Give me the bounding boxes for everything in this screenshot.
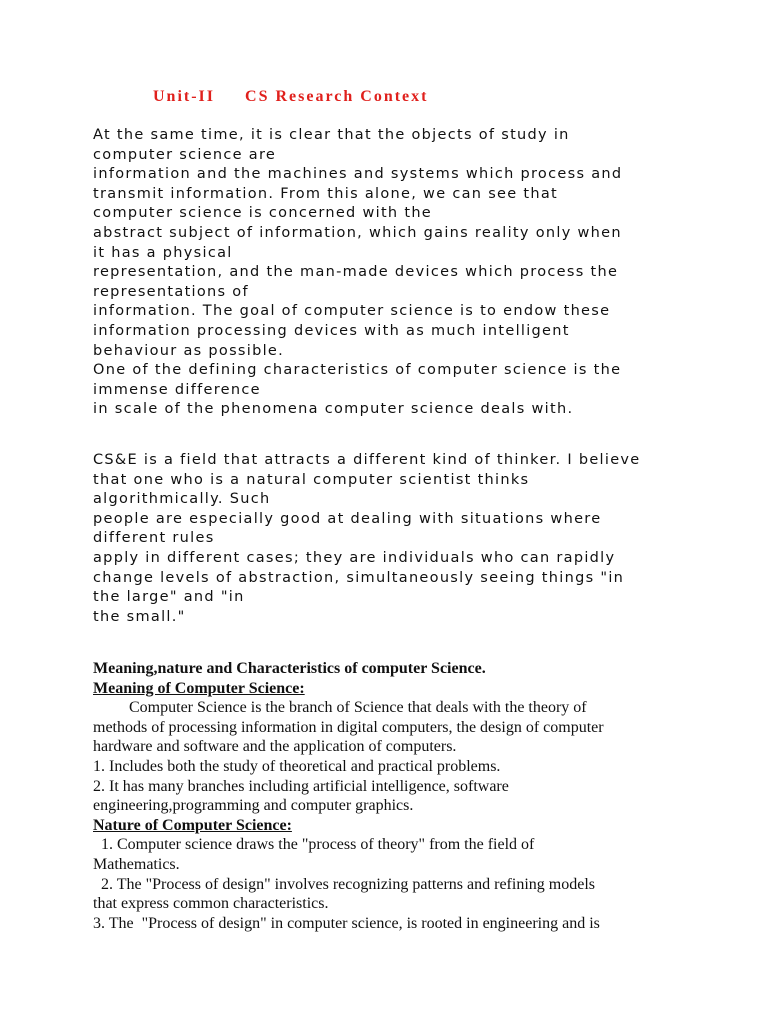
text-line: transmit information. From this alone, we can see that [93,185,559,202]
text-line: in scale of the phenomena computer science deals with. [93,401,574,418]
text-line: it has a physical [93,244,233,261]
nature-heading: Nature of Computer Science: [93,816,292,834]
section-heading: Meaning,nature and Characteristics of computer Science. [93,660,486,677]
text-line: CS&E is a field that attracts a different kind of thinker. I believe [93,452,641,468]
text-line: immense difference [93,381,261,398]
text-line: change levels of abstraction, simultaneously seeing things "in [93,569,625,586]
text-line: information processing devices with as much intelligent [93,322,570,339]
text-line: people are especially good at dealing with situations where [93,510,602,527]
text-line: apply in different cases; they are individuals who can rapidly [93,549,616,566]
text-line: representations of [93,283,249,300]
text-line: information. The goal of computer science is to endow these [93,303,611,320]
list-item: 2. It has many branches including artificial intelligence, software [93,777,509,795]
text-line: behaviour as possible. [93,342,285,359]
text-line: Computer Science is the branch of Science that deals with the theory of [129,699,587,717]
text-line: methods of processing information in digital computers, the design of computer [93,718,604,736]
text-line: the small." [93,608,186,625]
text-line: computer science are [93,146,277,163]
list-item: 2. The "Process of design" involves recognizing patterns and refining models [93,875,595,893]
paragraph-cse-thinker [93,451,713,627]
text-line: Mathematics. [93,855,180,873]
text-line: hardware and software and the application of computers. [93,738,457,756]
meaning-heading: Meaning of Computer Science: [93,679,305,697]
text-line: the large" and "in [93,589,245,606]
text-line: abstract subject of information, which gains reality only when [93,224,622,241]
list-item: 1. Computer science draws the "process of theory" from the field of [93,836,535,854]
text-line: algorithmically. Such [93,491,271,508]
text-line: representation, and the man-made devices which process the [93,264,619,281]
text-line: information and the machines and systems which process and [93,166,623,183]
text-line: that express common characteristics. [93,895,329,913]
text-line: that one who is a natural computer scientist thinks [93,471,530,488]
page-title: Unit-II CS Research Context [153,88,429,105]
text-line: At the same time, it is clear that the objects of study in [93,127,570,143]
text-line: One of the defining characteristics of computer science is the [93,362,622,379]
text-line: different rules [93,530,215,547]
list-item: 3. The "Process of design" in computer science, is rooted in engineering and is [93,914,600,932]
text-line: engineering,programming and computer graphics. [93,797,414,815]
list-item: 1. Includes both the study of theoretical and practical problems. [93,757,501,775]
text-line: computer science is concerned with the [93,205,433,222]
section-meaning-nature [93,659,693,933]
paragraph-research-context [93,126,713,420]
